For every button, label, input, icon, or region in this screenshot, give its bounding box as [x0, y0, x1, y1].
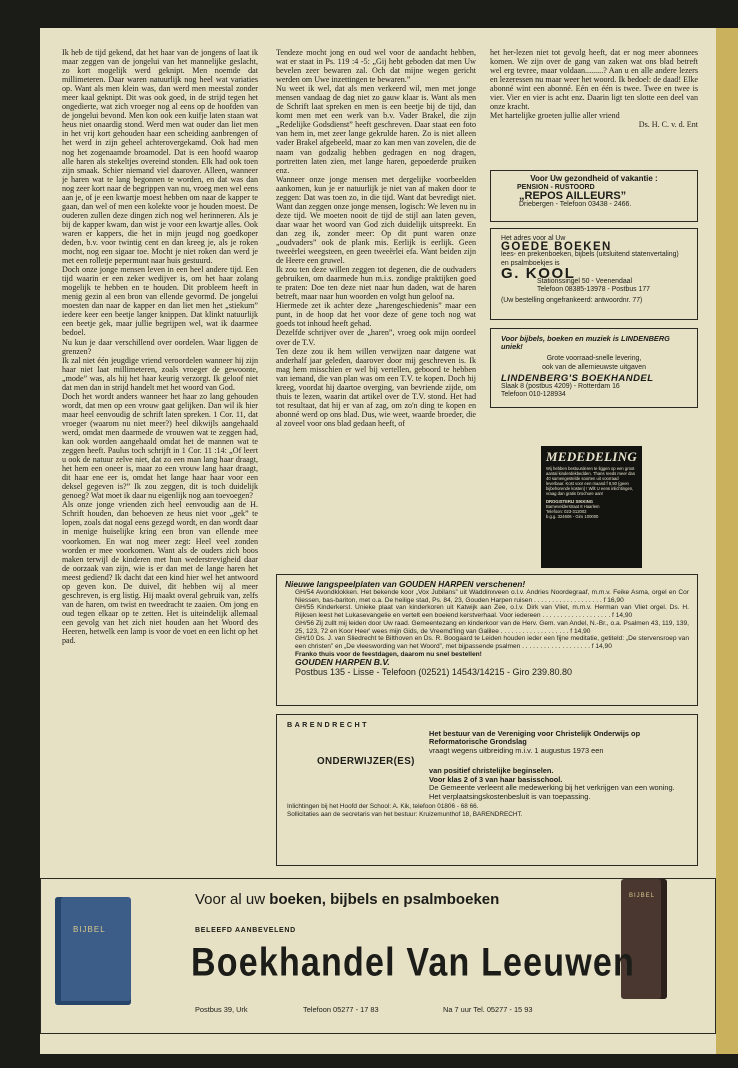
paragraph: Wanneer onze jonge mensen met dergelijke voorbeelden aankomen, kun je er natuurlijk je niet van af maken door te zeggen: Dat was toen zo, in die tijd. Want dat bevredigt niet. Want dan zeggen onze jonge mensen, logisch: We leven nu in deze tijd. We moeten nooit de tijd de stijl aan laten geven, daar waar het woord van God zich duidelijk uitspreekt. En dan zeg ik, zonder meer: Op dit punt waren onze „oudvaders” ook de plank mis. Eerlijk is eerlijk. Geen tweeërlei weegsteen, en geen tweeërlei efa. Want beiden zijn de Heere een gruwel. — [276, 174, 476, 266]
paragraph: Nu weet ik wel, dat als men verkeerd wil, men met jonge mensen vandaag de dag niet zo gauw klaar is. Want als men de Schrift laat spreken en men is een beetje bij de tijd, dan komt men met een werk van b.v. Vader Brakel, die zijn „Redelijke Godsdienst” heeft geschreven. Daar staat een foto van hem in, met zeer lange gekrulde haren. Zo is niet alleen vader Brakel afgebeeld, maar zo kan men van zovelen, die de naam van godzalig hebben gedragen en nog dragen, portretten laten zien, met lange haren, gepoederde pruiken enz. — [276, 84, 476, 175]
ad-lindenberg — [490, 328, 698, 408]
ad-phone: Telefoon 08385-13978 - Postbus 177 — [537, 286, 651, 294]
ad-address: Barnevelderstraat 8 Haarlem — [546, 504, 600, 509]
record-entry: GH/56 Zij zullt mij leiden door Uw raad. Gemeentezang en kinderkoor van de Herv. Gem. van Andel, N.-Br., o.a. Psalmen 43, 119, 139, 25, 123, 72 en Koor Heer' wees mijn Gids, de Vreemd'ling van Galilee . . . . . . . . . . . . . . . . . . . f 14,90 — [295, 619, 689, 635]
paragraph: Als onze jonge vrienden zich heel eenvoudig aan de H. Schrift houden, dan behoeven ze heus niet voor „gek” te lopen, zoals dat nogal eens gezegd wordt, en dan wordt daar in menige huiselijke kring een bron van ellende mee voorkomen. En wat nog meer zegt: Heel veel zonden worden er mee voorkomen. Want als de ouders zich boos maken terwijl de kinderen met hun wederstrevigheid daar de oorzaak van zijn, wie is er dan met de lange haren het meest gediend? Ik dacht dat een kind hier wel het antwoord op geven kon. De duivel, dit hebben wij al meer geschreven, is erg listig. Hij maakt overal gebruik van, zelfs van de haren, om twist en tweedracht te zaaien. Om jong en oud tegen elkaar op te zetten. Het is uiteindelijk allemaal een gevolg van het zich niet houden aan het Woord des Heeren, hetwelk een lamp is voor de voet en een licht op het pad. — [62, 500, 258, 646]
ad-barendrecht-vacancy — [276, 714, 698, 866]
binding-edge — [716, 28, 738, 1054]
paragraph: Nu kun je daar verschillend over oordelen. Waar liggen de grenzen? — [62, 337, 258, 356]
ad-heading: GOEDE BOEKEN — [501, 241, 612, 254]
ad-place: BARENDRECHT — [287, 720, 369, 729]
ad-phone: Telefoon 010-128934 — [501, 391, 566, 399]
ad-boekhandel-van-leeuwen — [40, 878, 716, 1034]
paragraph: het her-lezen niet tot gevolg heeft, dat er nog meer abonnees komen. We zijn over de gang van zaken wat ons blad betreft wel erg tevree, maar voldaan.........? Aan u en alle andere lezers en lezeressen nu maar weer het woord. Ik bedoel: de daad! Elke abonné wint een abonné. Eén en één is twee. Twee en twee is vier. Vier en vier is acht enz. Daarin ligt ten slotte een deel van onze kracht. — [490, 48, 698, 112]
ad-postbus: Postbus 39, Urk — [195, 1005, 248, 1014]
ad-name: G. KOOL — [501, 264, 576, 282]
ad-gouden-harpen — [276, 574, 698, 706]
ad-address: Slaak 8 (postbus 4209) - Rotterdam 16 — [501, 383, 620, 391]
ad-phone: Telefoon 05277 - 17 83 — [303, 1005, 379, 1014]
book-label: BIJBEL — [73, 925, 106, 934]
book-label: BIJBEL — [629, 893, 656, 899]
ad-logo: MEDEDELING — [546, 449, 638, 464]
ad-tagline-bold: boeken, bijbels en psalmboeken — [269, 891, 500, 908]
ad-note: (Uw bestelling ongefrankeerd: antwoordnr. 77) — [501, 297, 643, 305]
ad-requirement-2: Voor klas 2 of 3 van haar basisschool. — [429, 774, 563, 784]
ad-requirement-1: van positief christelijke beginselen. — [429, 765, 554, 775]
paragraph: Ik zal niet één jeugdige vriend veroordelen wanneer hij zijn haar niet laat millimeteren, zoals vroeger de gewoonte, „mode” was, als hij het haar keurig verzorgt. Ik geloof niet dat men dan in strijd handelt met het woord van God. — [62, 355, 258, 392]
ad-pension-repos-ailleurs — [490, 170, 698, 222]
paragraph: Tendeze mocht jong en oud wel voor de aandacht hebben, wat er staat in Ps. 119 :4 -5: „Gij hebt geboden dat men Uw bevelen zeer bewaren zal. Och dat mijne wegen gericht werden om Uwe inzettingen te bewaren.” — [276, 48, 476, 85]
paragraph: Hiermede zet ik achter deze „harengeschiedenis” maar een punt, in de hoop dat het voor deze of gene toch nog wat goeds tot inhoud heeft gehad. — [276, 301, 476, 329]
paragraph: Doch het wordt anders wanneer het haar zo lang gehouden wordt, dat men op een vrouw gaat gelijken. Dan wil ik hier maar heel eenvoudig de schrift laten spreken. 1 Cor. 11, dat vroeger (waarom nu niet meer?) heel dikwijls aangehaald werd, omdat men daarmede de vrouwen wat te zeggen had, kan ook worden aangehaald omdat het de mannen wat te zeggen heeft. Paulus toch schrijft in 1 Cor. 11 :14: „Of leert u ook de natuur zelve niet, dat zo een man lang haar draagt, het hem een oneer is, maar zo een vrouw lang haar draagt, dit haar ene eer is, omdat het lange haar haar voor een deksel gegeven is?” Ik zou zeggen, dit is toch duidelijk genoeg? Wat moet ik daar nu eigenlijk nog aan toevoegen? — [62, 391, 258, 501]
ad-title: ONDERWIJZER(ES) — [317, 756, 415, 768]
paragraph: Dezelfde schrijver over de „haren”, vroeg ook mijn oordeel over de T.V. — [276, 328, 476, 347]
record-entry: GH/10 Ds. J. van Sliedrecht te Bilthoven en Ds. R. Boogaard te Leiden houden ieder een fijne meditatie, getiteld: „De stervensroep van een christen” en „De vleeswording van het Woord”, met bijpassende psalmen . . . . . . . . . . . . . . . . . . . f 14,90 — [295, 635, 689, 650]
ad-intro: vraagt wegens uitbreiding m.i.v. 1 augustus 1973 een — [429, 745, 604, 755]
ad-info-1: Inlichtingen bij het Hoofd der School: A. Kik, telefoon 01806 - 68 66. — [287, 803, 479, 811]
bible-book-left-icon — [55, 897, 131, 1005]
ad-line: lees- en prekenboeken, bijbels (uitsluitend statenvertaling) en psalmboekjes is — [501, 251, 679, 267]
ad-headline: Voor Uw gezondheid of vakantie : — [530, 174, 658, 183]
paragraph: Ik heb de tijd gekend, dat het haar van de jongens of laat ik maar zeggen van de jongelui van het mannelijke geslacht, zo kort mogelijk werd geknipt. Men noemde dat millimeteren. Daar waren natuurlijk nog heel wat variaties op. Want als men klein was, dan werd men meestal zonder meer kaal geknipt. Dit was ook goed, in de strijd tegen het ongedierte, wat zich vroeger nog al eens op de hoofden van de jongelui bevond. Men kon ook een kuifje laten staan wat heus niet onaardig stond. Werd men wat ouder dan liet men in het vrij kort gehouden haar een scheiding aanbrengen of het werd in zijn geheel achterovergekamd. Ook had men nog het zogenaamde broamodel. Dat is een hoofd waarop alle haren als stekeltjes overeind stonden. Elk had ook toen zijn smaak. Schier niemand viel daarover. Alleen, wanneer je haren wat te lang begonnen te worden, en dat was dan nog zeer kort naar de begrippen van nu, vroeg men wel eens aan je, of je een kwartje moest hebben om naar de kapper te gaan, dan wel of men een kolekte voor je houden moest. De ouderen zullen deze dingen zich nog wel herinneren. Als je bij de kapper kwam, dan wist je voor een kwartje alles. Ook waren er kappers, die het in mijn jeugd nog goedkoper deden, b.v. voor twintig cent en dan kreeg je, als je roken mocht, nog een sigaar toe. Mocht je niet roken dan werd je met een rolletje pepermunt naar huis gestuurd. — [62, 48, 258, 266]
ad-aanbevelend: BELEEFD AANBEVELEND — [195, 927, 296, 934]
ad-text: De Gemeente verleent alle medewerking bij het verkrijgen van een woning. Het verplaatsingskostenbesluit is van toepassing. — [429, 783, 675, 801]
ad-body: Wij hebben bestuurderen te liggen op een groot aantal kinderdekbedden. Thans reeds meer dan 40 samengestelde soorten uit voorraad leverbaar. Kost voor een maand f 8,50 (geen bijbehorende kosten) ! Wilt U eens inlichtingen, vraag dan gratis brochure aan! — [546, 466, 636, 496]
ad-headline: Voor bijbels, boeken en muziek is LINDENBERG uniek! — [501, 334, 670, 352]
ad-line-1: Grote voorraad-snelle levering, — [546, 355, 642, 363]
ad-g-kool — [490, 228, 698, 320]
ad-company: DROGISTERIJ SIKKING — [546, 499, 593, 504]
record-note: Franko thuis voor de feestdagen, daarom nu snel bestellen! — [295, 650, 482, 658]
ad-name: „REPOS AILLEURS” — [519, 190, 627, 202]
article-column-2 — [276, 48, 476, 572]
ad-phone: Telefoon: 023-312002 — [546, 509, 587, 514]
ad-intro: Het adres voor al Uw — [501, 235, 566, 242]
ad-name: LINDENBERG'S BOEKHANDEL — [501, 372, 654, 384]
paragraph: Met hartelijke groeten jullie aller vriend — [490, 111, 620, 121]
ad-phone-evening: Na 7 uur Tel. 05277 - 15 93 — [443, 1005, 533, 1014]
paragraph: Ten deze zou ik hem willen verwijzen naar datgene wat anderhalf jaar geleden, daarover door mij geschreven is. Ik mag hem misschien er wel bij vertellen, geboord te hebben van iemand, die van plan was om een T.V. te kopen. Doch hij kreeg, voordat hij daartoe overging, van bevriende zijde, om thuis te lezen, waarin dat artikel over de T.V. stond. Het had tot resultaat, dat hij er van af zag, om zo'n ding te kopen en abonné werd op ons blad. Dus, wie weet, waarde broeder, die al zoveel voor ons blad gedaan heeft, of — [276, 346, 476, 428]
article-signature: Ds. H. C. v. d. Ent — [638, 120, 698, 130]
paragraph: Doch onze jonge mensen leven in een heel andere tijd. Een tijd waarin er een zeker wedijver is, om het haar zolang mogelijk te hebben en te houden. Dit probleem heeft in menig gezin al een bron van ellende gevormd. De jongelui moesten dan naar de kapper en dan liet men het „stiekum” iedere keer een beetje langer knippen. Dat klinkt natuurlijk een beetje gek, maar jullie begrijpen wel, wat ik daarmee bedoel. — [62, 265, 258, 338]
ad-subtitle: PENSION - RUSTOORD — [517, 183, 595, 191]
ad-address: Postbus 135 - Lisse - Telefoon (02521) 14543/14215 - Giro 239.80.80 — [295, 667, 573, 678]
ad-title: Nieuwe langspeelplaten van GOUDEN HARPEN verschenen! — [285, 579, 526, 589]
ad-info-2: Sollicitaties aan de secretaris van het bestuur: Kruizemunthof 18, BARENDRECHT. — [287, 811, 523, 819]
ad-line-2: ook van de allernieuwste uitgaven — [542, 363, 646, 371]
ad-intro-bold: Het bestuur van de Vereniging voor Christelijk Onderwijs op Reformatorische Grondslag — [429, 728, 641, 747]
record-entry: GH/55 Kinderkerst. Unieke plaat van kinderkoren uit Katwijk aan Zee, o.l.v. Dirk van Vliet, m.m.v. Herman van Vliet orgel. Ds. H. Rijksen leest het Lukasevangelie en vertelt een boeiend kerstverhaal. Voor iedereen . . . . . . . . . . . . . . . . . . . f 14,90 — [295, 604, 689, 620]
article-column-1 — [62, 48, 258, 868]
ad-bank: b.g.g. 324606 - Giro 100000 — [546, 514, 599, 519]
record-entry: GH/54 Avondklokken. Het bekende koor „Vox Jubilans” uit Waddinxveen o.l.v. Andries Noordegraaf, m.m.v. Feike Asma, orgel en Cor Niessen, bas-bariton, met o.a. De heilige stad, Ps. 84, 23, Gouden Harpen ruisen . . . . . . . . . . . . . . . . . . . f 16,90 — [295, 589, 689, 604]
ad-tagline — [195, 891, 499, 908]
ad-mededeling — [541, 446, 642, 568]
ad-company: GOUDEN HARPEN B.V. — [295, 657, 390, 668]
paragraph: Ik zou ten deze willen zeggen tot degenen, die de oudvaders gebruiken, om daarmede hun m.i.s. zondige praktijken goed te praten: Doe ten deze niet naar hun daden, wat de haren betreft, maar naar hun woorden en volgt hun geloof na. — [276, 265, 476, 302]
ad-address: Driebergen - Telefoon 03438 - 2466. — [519, 200, 632, 208]
ad-tagline-pre: Voor al uw — [195, 891, 270, 908]
ad-name: Boekhandel Van Leeuwen — [191, 940, 635, 986]
article-column-3 — [490, 48, 698, 170]
ad-street: Stationssingel 50 - Veenendaal — [537, 278, 633, 286]
